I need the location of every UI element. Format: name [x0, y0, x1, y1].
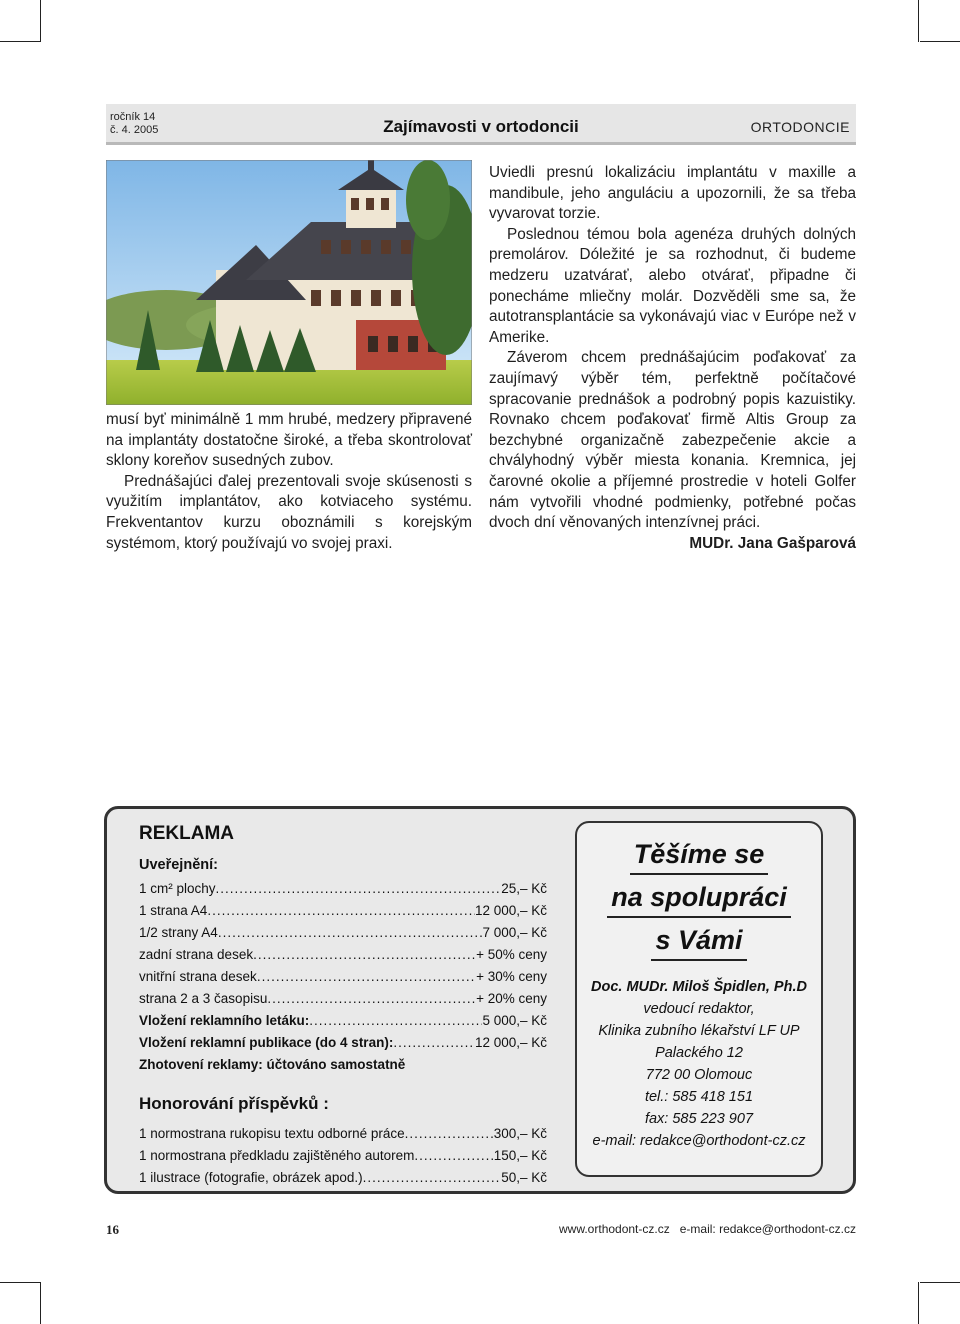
price-row	[139, 900, 547, 922]
telephone: tel.: 585 418 151	[644, 1089, 754, 1105]
price-label: vnitřní strana desek	[139, 969, 257, 984]
price-row	[139, 1032, 547, 1054]
price-label: 1 strana A4	[139, 903, 208, 918]
hotel-photo	[106, 160, 472, 405]
crop-mark	[0, 41, 40, 42]
production-note: Zhotovení reklamy: účtováno samostatně	[139, 1057, 406, 1072]
page-number: 16	[106, 1222, 119, 1237]
slogan	[577, 833, 821, 962]
ad-title: REKLAMA	[139, 823, 234, 844]
price-row	[139, 878, 547, 900]
price-value: + 30% ceny	[476, 969, 547, 984]
fax: fax: 585 223 907	[644, 1111, 754, 1127]
fee-list	[139, 1123, 547, 1189]
page-header	[106, 104, 856, 145]
crop-mark	[920, 41, 960, 42]
price-row	[139, 922, 547, 944]
article-left-column	[106, 410, 472, 554]
crop-mark	[918, 0, 919, 42]
institution: Klinika zubního lékařství LF UP	[598, 1023, 800, 1039]
volume-label: ročník 14	[110, 111, 156, 123]
price-row	[139, 1010, 547, 1032]
fee-row	[139, 1123, 547, 1145]
price-value: 7 000,– Kč	[482, 925, 547, 940]
crop-mark	[918, 1282, 919, 1324]
advertising-box	[104, 806, 856, 1194]
fee-row	[139, 1145, 547, 1167]
price-label: 1 cm² plochy	[139, 881, 216, 896]
price-row	[139, 988, 547, 1010]
slogan-line: s Vámi	[651, 921, 746, 961]
price-value: 25,– Kč	[501, 881, 547, 896]
article-right-column	[489, 163, 856, 554]
section-label: ORTODONCIE	[750, 119, 850, 135]
footer-contact	[559, 1222, 856, 1236]
fee-value: 300,– Kč	[493, 1126, 547, 1141]
fee-label: 1 ilustrace (fotografie, obrázek apod.)	[139, 1170, 363, 1185]
price-value: + 50% ceny	[476, 947, 547, 962]
price-value: 12 000,– Kč	[474, 903, 547, 918]
page-title	[106, 117, 856, 137]
paragraph: Prednášajúci ďalej prezentovali svoje skúsenosti s využitím implantátov, ako kotviaceho systému. Frekventantov kurzu oboznámili s korejským systémom, ktorý používajú vo svojej praxi.	[106, 472, 472, 552]
crop-mark	[0, 1282, 40, 1283]
price-row	[139, 966, 547, 988]
fee-value: 150,– Kč	[493, 1148, 547, 1163]
crop-mark	[40, 0, 41, 42]
fees-heading: Honorování příspěvků :	[139, 1094, 329, 1113]
page-title-text: Zajímavosti v ortodoncii	[383, 117, 579, 136]
paragraph: Uviedli presnú lokalizáciu implantátu v maxille a mandibule, jeho anguláciu a upozornili, že sa třeba vyvarovat torzie.	[489, 164, 856, 223]
editor-role: vedoucí redaktor,	[643, 1001, 755, 1017]
paragraph: Záverom chcem prednášajúcim poďakovať za zaujímavý výběr tém, perfektně počítačové spracovanie prednášok a podrobný popis kazuistiky. Rovnako chcem poďakovať firmě Altis Group za bezchybné organizačně zabezpečenie akcie a chvályhodný výběr miesta konania. Kremnica, jej čarovné okolie a příjemné prostredie v hoteli Golfer nám vytvořili vhodné podmienky, potřebné počas dvoch dní věnovaných intenzívnej práci.	[489, 349, 856, 532]
city-address: 772 00 Olomouc	[645, 1067, 753, 1083]
slogan-line: na spolupráci	[607, 878, 791, 918]
fee-row	[139, 1167, 547, 1189]
editor-name: Doc. MUDr. Miloš Špidlen, Ph.D	[591, 979, 807, 995]
crop-mark	[920, 1282, 960, 1283]
fee-label: 1 normostrana předkladu zajištěného autorem	[139, 1148, 415, 1163]
paragraph: musí byť minimálně 1 mm hrubé, medzery připravené na implantáty dostatočne široké, a třeba skontrolovať sklony koreňov susedných zubov.	[106, 411, 472, 470]
price-row	[139, 944, 547, 966]
contact-box	[575, 821, 823, 1177]
crop-mark	[40, 1282, 41, 1324]
email-link[interactable]: e-mail: redakce@orthodont-cz.cz	[679, 1222, 856, 1236]
fee-value: 50,– Kč	[501, 1170, 547, 1185]
publish-heading: Uveřejnění:	[139, 857, 218, 873]
article-author: MUDr. Jana Gašparová	[689, 534, 856, 552]
website-link[interactable]: www.orthodont-cz.cz	[559, 1222, 670, 1236]
price-value: 5 000,– Kč	[482, 1013, 547, 1028]
price-value: 12 000,– Kč	[474, 1035, 547, 1050]
contact-email: e-mail: redakce@orthodont-cz.cz	[592, 1133, 806, 1149]
slogan-line: Těšíme se	[630, 835, 769, 875]
price-value: + 20% ceny	[476, 991, 547, 1006]
paragraph: Poslednou témou bola agenéza druhých dolných premolárov. Dóležité je sa rozhodnut, či budeme medzeru uzatvárať, alebo otvárať, připadne či ponecháme mliečny molár. Dozvěděli sme sa, že autotransplantácie sa vykonávajú viac v Európe než v Amerike.	[489, 225, 856, 346]
price-label: strana 2 a 3 časopisu	[139, 991, 268, 1006]
fee-label: 1 normostrana rukopisu textu odborné práce	[139, 1126, 405, 1141]
price-label: zadní strana desek	[139, 947, 254, 962]
hotel-photo-image	[106, 160, 472, 405]
price-label: Vložení reklamní publikace (do 4 stran):	[139, 1035, 394, 1050]
issue-label: č. 4. 2005	[110, 124, 159, 136]
price-list	[139, 878, 547, 1076]
street-address: Palackého 12	[655, 1045, 743, 1061]
price-label: 1/2 strany A4	[139, 925, 218, 940]
price-label: Vložení reklamního letáku:	[139, 1013, 310, 1028]
